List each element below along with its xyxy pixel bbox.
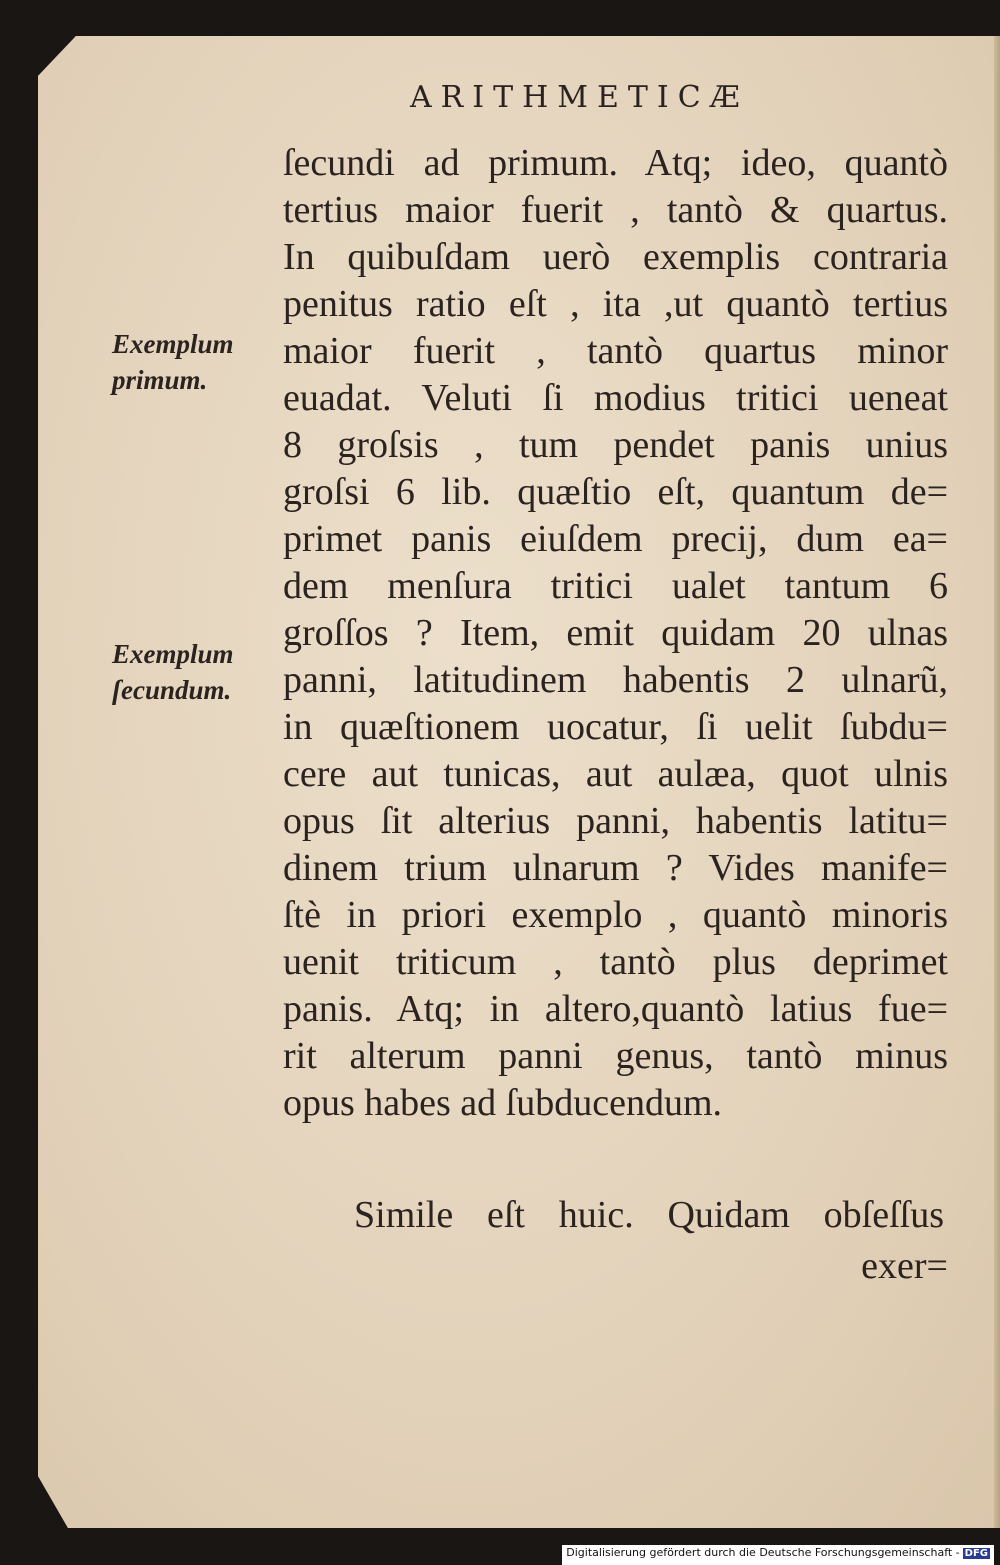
margin-note-line: primum. — [112, 365, 208, 395]
text-line: In quibuſdam uerò exemplis contraria — [283, 236, 948, 278]
margin-note-line: ſecundum. — [112, 675, 232, 705]
body-paragraph — [283, 140, 948, 1127]
text-line: opus ſit alterius panni, habentis latitu= — [283, 800, 948, 842]
dfg-logo: DFG — [964, 1548, 988, 1559]
closing-paragraph — [354, 1190, 944, 1237]
text-line: maior fuerit , tantò quartus minor — [283, 330, 948, 372]
page-edge — [994, 36, 1000, 1528]
text-line: groſsi 6 lib. quæſtio eſt, quantum de= — [283, 471, 948, 513]
text-line: opus habes ad ſubducendum. — [283, 1082, 723, 1124]
text-line: dem menſura tritici ualet tantum 6 — [283, 565, 948, 607]
text-line: Simile eſt huic. Quidam obſeſſus — [354, 1194, 944, 1236]
text-line: tertius maior fuerit , tantò & quartus. — [283, 189, 948, 231]
text-line: ſtè in priori exemplo , quantò minoris — [283, 894, 948, 936]
margin-note-line: Exemplum — [112, 329, 234, 359]
margin-note-example-second — [112, 636, 282, 708]
running-title: ARITHMETICÆ — [410, 80, 749, 115]
text-line: groſſos ? Item, emit quidam 20 ulnas — [283, 612, 948, 654]
text-line: primet panis eiuſdem precij, dum ea= — [283, 518, 948, 560]
margin-note-example-first — [112, 326, 282, 398]
catchword: exer= — [861, 1245, 948, 1287]
text-line: penitus ratio eſt , ita ,ut quantò tertius — [283, 283, 948, 325]
text-line: 8 groſsis , tum pendet panis unius — [283, 424, 948, 466]
text-line: panni, latitudinem habentis 2 ulnarũ, — [283, 659, 948, 701]
text-line: euadat. Veluti ſi modius tritici ueneat — [283, 377, 948, 419]
text-line: in quæſtionem uocatur, ſi uelit ſubdu= — [283, 706, 948, 748]
margin-note-line: Exemplum — [112, 639, 234, 669]
credit-text: Digitalisierung gefördert durch die Deutsche Forschungsgemeinschaft - — [566, 1546, 960, 1559]
text-line: ſecundi ad primum. Atq; ideo, quantò — [283, 142, 948, 184]
text-line: dinem trium ulnarum ? Vides manife= — [283, 847, 948, 889]
text-line: cere aut tunicas, aut aulæa, quot ulnis — [283, 753, 948, 795]
text-line: rit alterum panni genus, tantò minus — [283, 1035, 948, 1077]
digitization-credit — [562, 1545, 994, 1565]
text-line: panis. Atq; in altero,quantò latius fue= — [283, 988, 948, 1030]
text-line: uenit triticum , tantò plus deprimet — [283, 941, 948, 983]
